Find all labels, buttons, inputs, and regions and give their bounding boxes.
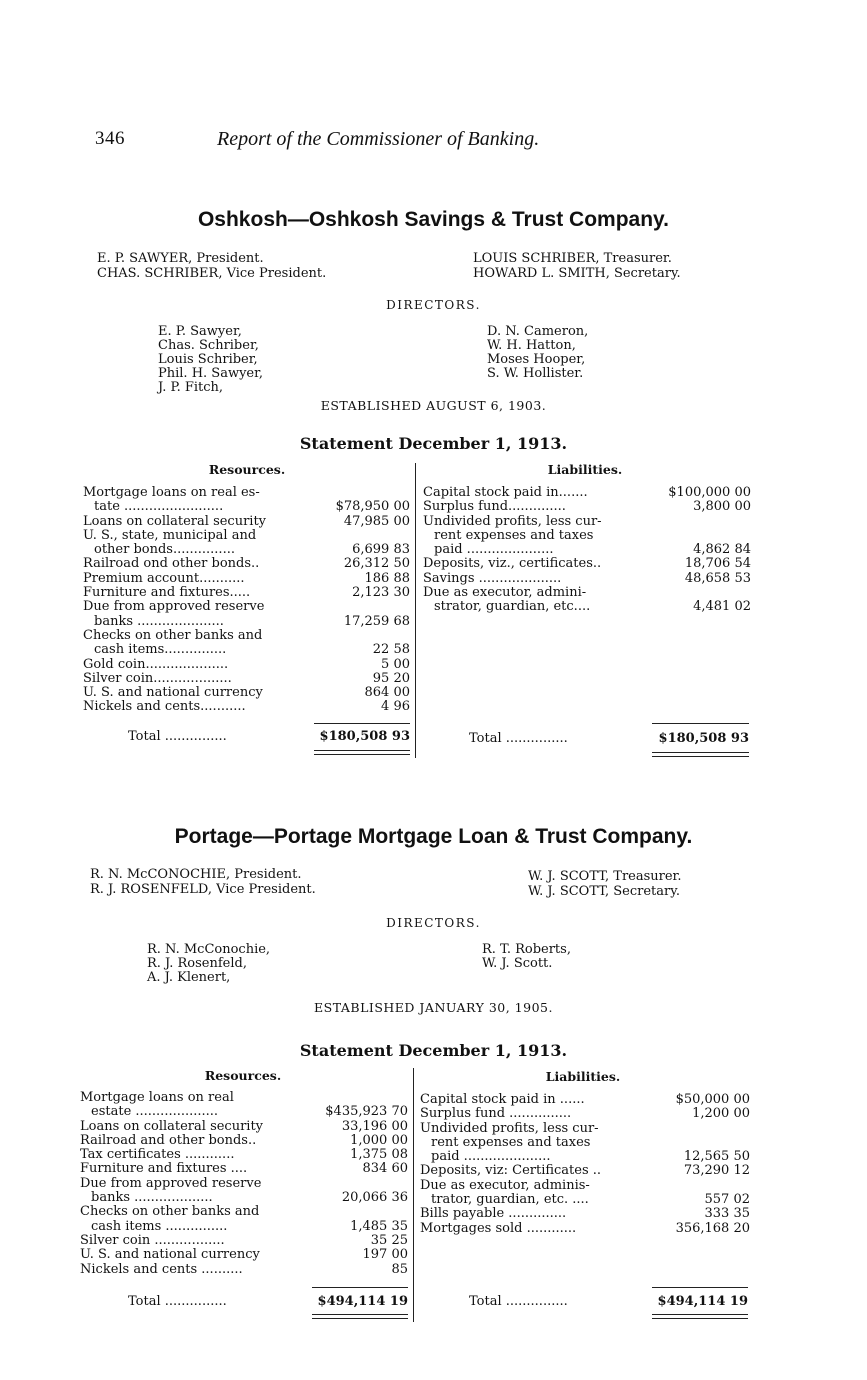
officer: LOUIS SCHRIBER, Treasurer. [473, 251, 672, 266]
liability-row [420, 1107, 750, 1121]
officers-right [528, 869, 681, 899]
row-label: U. S., state, municipal and [83, 528, 257, 543]
resource-row [80, 1191, 408, 1205]
resources-table [83, 486, 410, 715]
liability-row [420, 1136, 750, 1150]
page-number: 346 [95, 128, 125, 149]
row-label: Nickels and cents .......... [80, 1262, 243, 1277]
officer: HOWARD L. SMITH, Secretary. [473, 266, 681, 281]
row-label: Gold coin.................... [83, 657, 229, 672]
sum-rule [314, 723, 410, 724]
officer: CHAS. SCHRIBER, Vice President. [97, 266, 327, 281]
director: W. H. Hatton, [487, 338, 576, 353]
liabilities-table [423, 486, 751, 615]
row-label: Premium account........... [83, 571, 245, 586]
row-label: Furniture and fixtures..... [83, 586, 251, 601]
double-rule [314, 750, 410, 751]
resource-row [83, 686, 410, 700]
resource-row [80, 1134, 408, 1148]
resource-row [83, 615, 410, 629]
row-label: Mortgage loans on real es- [83, 486, 260, 500]
row-label: Surplus fund.............. [423, 500, 566, 515]
resources-table [80, 1091, 408, 1277]
row-amount: 2,123 30 [352, 585, 410, 601]
liabilities-table [420, 1093, 750, 1236]
resource-row [83, 529, 410, 543]
liability-row [423, 572, 751, 586]
liability-row [420, 1150, 750, 1164]
liability-row [420, 1193, 750, 1207]
row-label: Due from approved reserve [83, 600, 265, 615]
director: Louis Schriber, [158, 352, 258, 367]
officer: W. J. SCOTT, Treasurer. [528, 869, 682, 884]
director: R. N. McConochie, [147, 942, 271, 957]
row-label: Loans on collateral security [83, 514, 267, 529]
resource-row [83, 500, 410, 514]
director: Chas. Schriber, [158, 338, 259, 353]
row-amount: 197 00 [362, 1247, 408, 1263]
row-amount: $435,923 70 [325, 1104, 408, 1120]
resource-row [80, 1177, 408, 1191]
established-date: ESTABLISHED AUGUST 6, 1903. [320, 398, 547, 413]
row-label: other bonds............... [94, 543, 235, 558]
directors-left [147, 943, 270, 985]
directors-right [482, 943, 571, 971]
resource-row [80, 1105, 408, 1119]
row-amount: 18,706 54 [684, 556, 751, 572]
row-label: banks ................... [91, 1191, 213, 1206]
row-amount: 26,312 50 [343, 556, 410, 572]
liabilities-total: $180,508 93 [658, 731, 749, 746]
resources-total-row [128, 1294, 408, 1309]
row-amount: 12,565 50 [683, 1149, 750, 1165]
resources-heading: Resources. [204, 1068, 282, 1083]
row-label: rent expenses and taxes [431, 1135, 591, 1150]
row-label: cash items............... [94, 643, 227, 658]
sum-rule [652, 1287, 748, 1288]
row-amount: 6,699 83 [352, 542, 410, 558]
column-divider [415, 463, 416, 758]
row-amount: 333 35 [704, 1206, 750, 1222]
row-amount: 1,485 35 [350, 1218, 408, 1234]
officer: E. P. SAWYER, President. [97, 251, 264, 266]
liability-row [420, 1222, 750, 1236]
row-amount: 4 96 [381, 699, 410, 715]
officer: R. N. McCONOCHIE, President. [90, 867, 302, 882]
director: R. T. Roberts, [482, 942, 571, 957]
row-amount: 834 60 [362, 1161, 408, 1177]
row-amount: 3,800 00 [693, 499, 751, 515]
row-label: tate ........................ [94, 500, 224, 515]
liability-row [423, 486, 751, 500]
row-amount: $50,000 00 [675, 1092, 750, 1107]
resources-total-row [128, 729, 410, 744]
resource-row [80, 1248, 408, 1262]
liability-row [420, 1122, 750, 1136]
row-amount: 186 88 [364, 570, 410, 586]
directors-left [158, 325, 263, 395]
report-title: Report of the Commissioner of Banking. [217, 128, 540, 150]
row-amount: 48,658 53 [684, 570, 751, 586]
resources-heading: Resources. [208, 462, 286, 477]
row-label: paid ..................... [431, 1150, 551, 1165]
row-amount: $100,000 00 [668, 485, 751, 500]
row-label: paid ..................... [434, 543, 554, 558]
sum-rule [312, 1287, 408, 1288]
officers-left [97, 251, 326, 281]
resource-row [80, 1263, 408, 1277]
resource-row [83, 672, 410, 686]
resource-row [83, 543, 410, 557]
double-rule [652, 1314, 748, 1315]
row-label: Due from approved reserve [80, 1176, 262, 1191]
row-label: Silver coin................... [83, 671, 232, 686]
resource-row [80, 1120, 408, 1134]
director: D. N. Cameron, [487, 324, 589, 339]
row-amount: 85 [391, 1261, 408, 1277]
resource-row [83, 700, 410, 714]
statement-heading: Statement December 1, 1913. [299, 1041, 568, 1060]
director: A. J. Klenert, [147, 970, 231, 985]
row-label: Nickels and cents........... [83, 700, 246, 715]
row-label: banks ..................... [94, 614, 224, 629]
row-label: Capital stock paid in ...... [420, 1093, 585, 1107]
statement-heading: Statement December 1, 1913. [299, 434, 568, 453]
resource-row [80, 1234, 408, 1248]
row-label: Loans on collateral security [80, 1119, 264, 1134]
double-rule [652, 1318, 748, 1319]
director: R. J. Rosenfeld, [147, 956, 247, 971]
row-label: Railroad and other bonds.. [80, 1133, 257, 1148]
total-label: Total ............... [128, 1294, 227, 1309]
director: Moses Hooper, [487, 352, 586, 367]
director: S. W. Hollister. [487, 366, 584, 381]
established-date: ESTABLISHED JANUARY 30, 1905. [314, 1000, 553, 1015]
row-label: Undivided profits, less cur- [423, 514, 602, 529]
liability-row [423, 500, 751, 514]
liability-row [420, 1179, 750, 1193]
director: W. J. Scott. [482, 956, 553, 971]
liabilities-total-row [469, 1294, 748, 1309]
row-amount: 356,168 20 [675, 1220, 750, 1236]
bank-title: Oshkosh—Oshkosh Savings & Trust Company. [197, 208, 670, 231]
liability-row [420, 1164, 750, 1178]
row-label: Undivided profits, less cur- [420, 1121, 599, 1136]
resource-row [83, 586, 410, 600]
director: E. P. Sawyer, [158, 324, 242, 339]
liability-row [423, 600, 751, 614]
row-label: Mortgages sold ............ [420, 1221, 577, 1236]
resources-total: $494,114 19 [317, 1294, 408, 1309]
liability-row [420, 1093, 750, 1107]
director: J. P. Fitch, [158, 380, 224, 395]
row-amount: 73,290 12 [683, 1163, 750, 1179]
row-amount: 4,481 02 [693, 599, 751, 615]
liabilities-heading: Liabilities. [547, 462, 623, 477]
liabilities-heading: Liabilities. [545, 1069, 621, 1084]
row-label: Bills payable .............. [420, 1207, 567, 1222]
row-label: Savings .................... [423, 571, 562, 586]
row-label: U. S. and national currency [80, 1248, 260, 1263]
liabilities-total-row [469, 731, 749, 746]
row-amount: 1,375 08 [350, 1147, 408, 1163]
row-label: rent expenses and taxes [434, 528, 594, 543]
double-rule [652, 756, 749, 757]
row-label: Checks on other banks and [83, 628, 263, 643]
liability-row [423, 586, 751, 600]
column-divider [413, 1068, 414, 1322]
resource-row [80, 1162, 408, 1176]
row-label: Due as executor, admini- [423, 586, 587, 601]
resources-total: $180,508 93 [319, 729, 410, 744]
row-label: Silver coin ................. [80, 1233, 225, 1248]
sum-rule [652, 723, 749, 724]
total-label: Total ............... [128, 729, 227, 744]
resource-row [80, 1091, 408, 1105]
resource-row [83, 557, 410, 571]
row-label: estate .................... [91, 1105, 219, 1120]
liability-row [423, 529, 751, 543]
double-rule [314, 754, 410, 755]
row-amount: 47,985 00 [343, 513, 410, 529]
director: Phil. H. Sawyer, [158, 366, 264, 381]
officer: R. J. ROSENFELD, Vice President. [90, 882, 316, 897]
row-label: Due as executor, adminis- [420, 1178, 590, 1193]
resource-row [80, 1220, 408, 1234]
row-label: Deposits, viz: Certificates .. [420, 1164, 602, 1179]
row-amount: 95 20 [372, 670, 410, 686]
row-amount: 35 25 [370, 1232, 408, 1248]
row-amount: 33,196 00 [341, 1118, 408, 1134]
liability-row [420, 1207, 750, 1221]
row-amount: 5 00 [381, 656, 410, 672]
row-label: Capital stock paid in....... [423, 486, 588, 500]
running-header [95, 128, 540, 150]
liability-row [423, 557, 751, 571]
resource-row [83, 643, 410, 657]
double-rule [312, 1314, 408, 1315]
row-label: U. S. and national currency [83, 686, 263, 701]
liability-row [423, 515, 751, 529]
row-label: Deposits, viz., certificates.. [423, 557, 602, 572]
row-amount: $78,950 00 [335, 499, 410, 515]
officers-left [90, 867, 316, 897]
row-label: Surplus fund ............... [420, 1107, 572, 1122]
resource-row [83, 629, 410, 643]
bank-title: Portage—Portage Mortgage Loan & Trust Company. [174, 825, 693, 848]
row-label: Tax certificates ............ [80, 1148, 235, 1163]
liabilities-total: $494,114 19 [657, 1294, 748, 1309]
resource-row [83, 600, 410, 614]
row-amount: 1,200 00 [692, 1106, 750, 1122]
row-amount: 4,862 84 [693, 542, 751, 558]
double-rule [652, 752, 749, 753]
directors-heading: DIRECTORS. [386, 298, 481, 312]
resource-row [83, 515, 410, 529]
row-amount: 22 58 [372, 642, 410, 658]
row-amount: 864 00 [364, 685, 410, 701]
directors-right [487, 325, 588, 381]
row-amount: 17,259 68 [343, 613, 410, 629]
row-amount: 557 02 [704, 1192, 750, 1208]
directors-heading: DIRECTORS. [386, 916, 481, 930]
double-rule [312, 1318, 408, 1319]
row-label: cash items ............... [91, 1219, 228, 1234]
officers-right [473, 251, 681, 281]
liability-row [423, 543, 751, 557]
row-label: Railroad ond other bonds.. [83, 557, 260, 572]
resource-row [80, 1148, 408, 1162]
resource-row [80, 1205, 408, 1219]
total-label: Total ............... [469, 731, 568, 746]
row-label: trator, guardian, etc. .... [431, 1193, 589, 1208]
officer: W. J. SCOTT, Secretary. [528, 884, 680, 899]
resource-row [83, 658, 410, 672]
row-label: strator, guardian, etc.... [434, 600, 591, 615]
row-label: Checks on other banks and [80, 1205, 260, 1220]
row-label: Furniture and fixtures .... [80, 1162, 248, 1177]
resource-row [83, 486, 410, 500]
row-amount: 20,066 36 [341, 1190, 408, 1206]
row-label: Mortgage loans on real [80, 1091, 234, 1105]
resource-row [83, 572, 410, 586]
total-label: Total ............... [469, 1294, 568, 1309]
row-amount: 1,000 00 [350, 1132, 408, 1148]
